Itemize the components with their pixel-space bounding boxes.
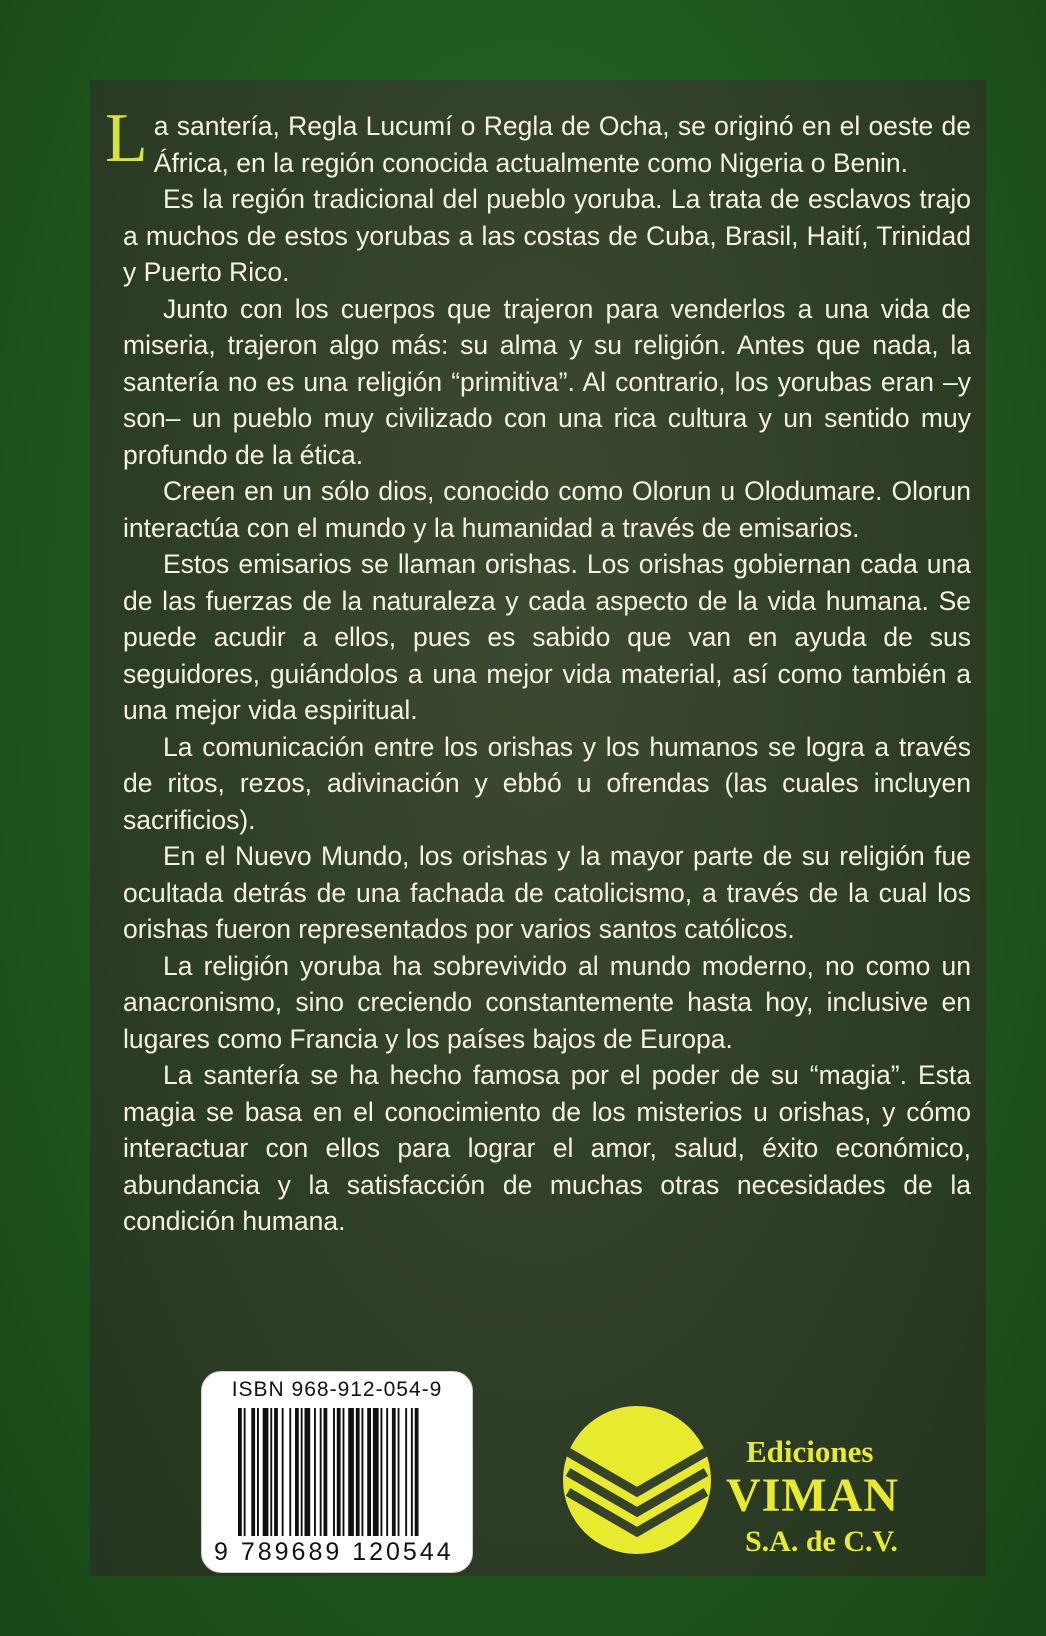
barcode-bar — [411, 1408, 413, 1536]
publisher-name: VIMAN — [726, 1469, 899, 1522]
drop-cap: L — [105, 100, 148, 177]
paragraph-6: La comunicación entre los orishas y los humanos se logra a través de ritos, rezos, adivinación y ebbó u ofrendas (las cuales incluyen sacrificios). — [123, 731, 971, 835]
paragraph-3: Junto con los cuerpos que trajeron para venderlos a una vida de miseria, trajeron algo más: su alma y su religión. Antes que nada, la santería no es una religión “primitiva”. Al contrario, los yorubas eran –y son– un pueblo muy civilizado con una rica cultura y un sentido muy profundo de la ética. — [123, 293, 971, 470]
barcode-bar — [238, 1408, 242, 1536]
barcode-bar — [333, 1408, 335, 1536]
barcode-bar — [367, 1408, 371, 1536]
barcode-bar — [381, 1408, 383, 1536]
barcode-bar — [320, 1408, 322, 1536]
barcode-bar — [314, 1408, 316, 1536]
barcode-bar — [274, 1408, 278, 1536]
barcode-digits: 9 789689 120544 — [214, 1538, 454, 1566]
barcode-bar — [289, 1408, 291, 1536]
publisher-line-1: Ediciones — [746, 1434, 874, 1469]
paragraph-8: La religión yoruba ha sobrevivido al mundo moderno, no como un anacronismo, sino creciendo constantemente hasta hoy, inclusive en lugares como Francia y los países bajos de Europa. — [123, 950, 971, 1054]
barcode-bar — [305, 1408, 311, 1536]
barcode-bar — [348, 1408, 354, 1536]
paragraph-1: La santería, Regla Lucumí o Regla de Ocha, se originó en el oeste de África, en la región conocida actualmente como Nigeria o Benin. — [105, 100, 971, 178]
barcode-bar — [270, 1408, 272, 1536]
barcode-bar — [244, 1408, 246, 1536]
back-cover-text — [105, 100, 971, 1240]
paragraph-2: Es la región tradicional del pueblo yoruba. La trata de esclavos trajo a muchos de estos yorubas a las costas de Cuba, Brasil, Haití, Trinidad y Puerto Rico. — [123, 184, 971, 287]
barcode-bar — [343, 1408, 345, 1536]
isbn-text: ISBN 968-912-054-9 — [231, 1378, 443, 1401]
publisher-logo-icon — [560, 1400, 715, 1560]
barcode-bar — [263, 1408, 269, 1536]
paragraph-5: Estos emisarios se llaman orishas. Los orishas gobiernan cada una de las fuerzas de la naturaleza y cada aspecto de la vida humana. Se puede acudir a ellos, pues es sabido que van en ayuda de sus seguidores, guiándolos a una mejor vida material, así como también a una mejor vida espiritual. — [123, 549, 971, 725]
barcode-label — [201, 1371, 473, 1573]
paragraph-9: La santería se ha hecho famosa por el poder de su “magia”. Esta magia se basa en el conocimiento de los misterios u orishas, y cómo interactuar con ellos para lograr el amor, salud, éxito económico, abundancia y la satisfacción de muchas otras necesidades de la condición humana. — [123, 1060, 971, 1236]
barcode-bar — [392, 1408, 396, 1536]
barcode-bar — [301, 1408, 303, 1536]
paragraph-4: Creen en un sólo dios, conocido como Olorun u Olodumare. Olorun interactúa con el mundo y la humanidad a través de emisarios. — [123, 476, 971, 543]
barcode-bar — [373, 1408, 379, 1536]
barcode-bar — [282, 1408, 284, 1536]
barcode-bar — [398, 1408, 400, 1536]
barcode-bar — [337, 1408, 341, 1536]
paragraph-7: En el Nuevo Mundo, los orishas y la mayor parte de su religión fue ocultada detrás de una fachada de catolicismo, a través de la cual los orishas fueron representados por varios santos católicos. — [123, 841, 971, 944]
publisher-suffix: S.A. de C.V. — [745, 1525, 898, 1558]
barcode-bar — [356, 1408, 360, 1536]
barcode-bars — [238, 1408, 460, 1536]
barcode-bar — [405, 1408, 407, 1536]
barcode-bar — [324, 1408, 328, 1536]
barcode-bar — [295, 1408, 299, 1536]
barcode-bar — [386, 1408, 388, 1536]
barcode-bar — [251, 1408, 255, 1536]
barcode-bar — [257, 1408, 259, 1536]
barcode-bar — [415, 1408, 419, 1536]
barcode-bar — [362, 1408, 364, 1536]
